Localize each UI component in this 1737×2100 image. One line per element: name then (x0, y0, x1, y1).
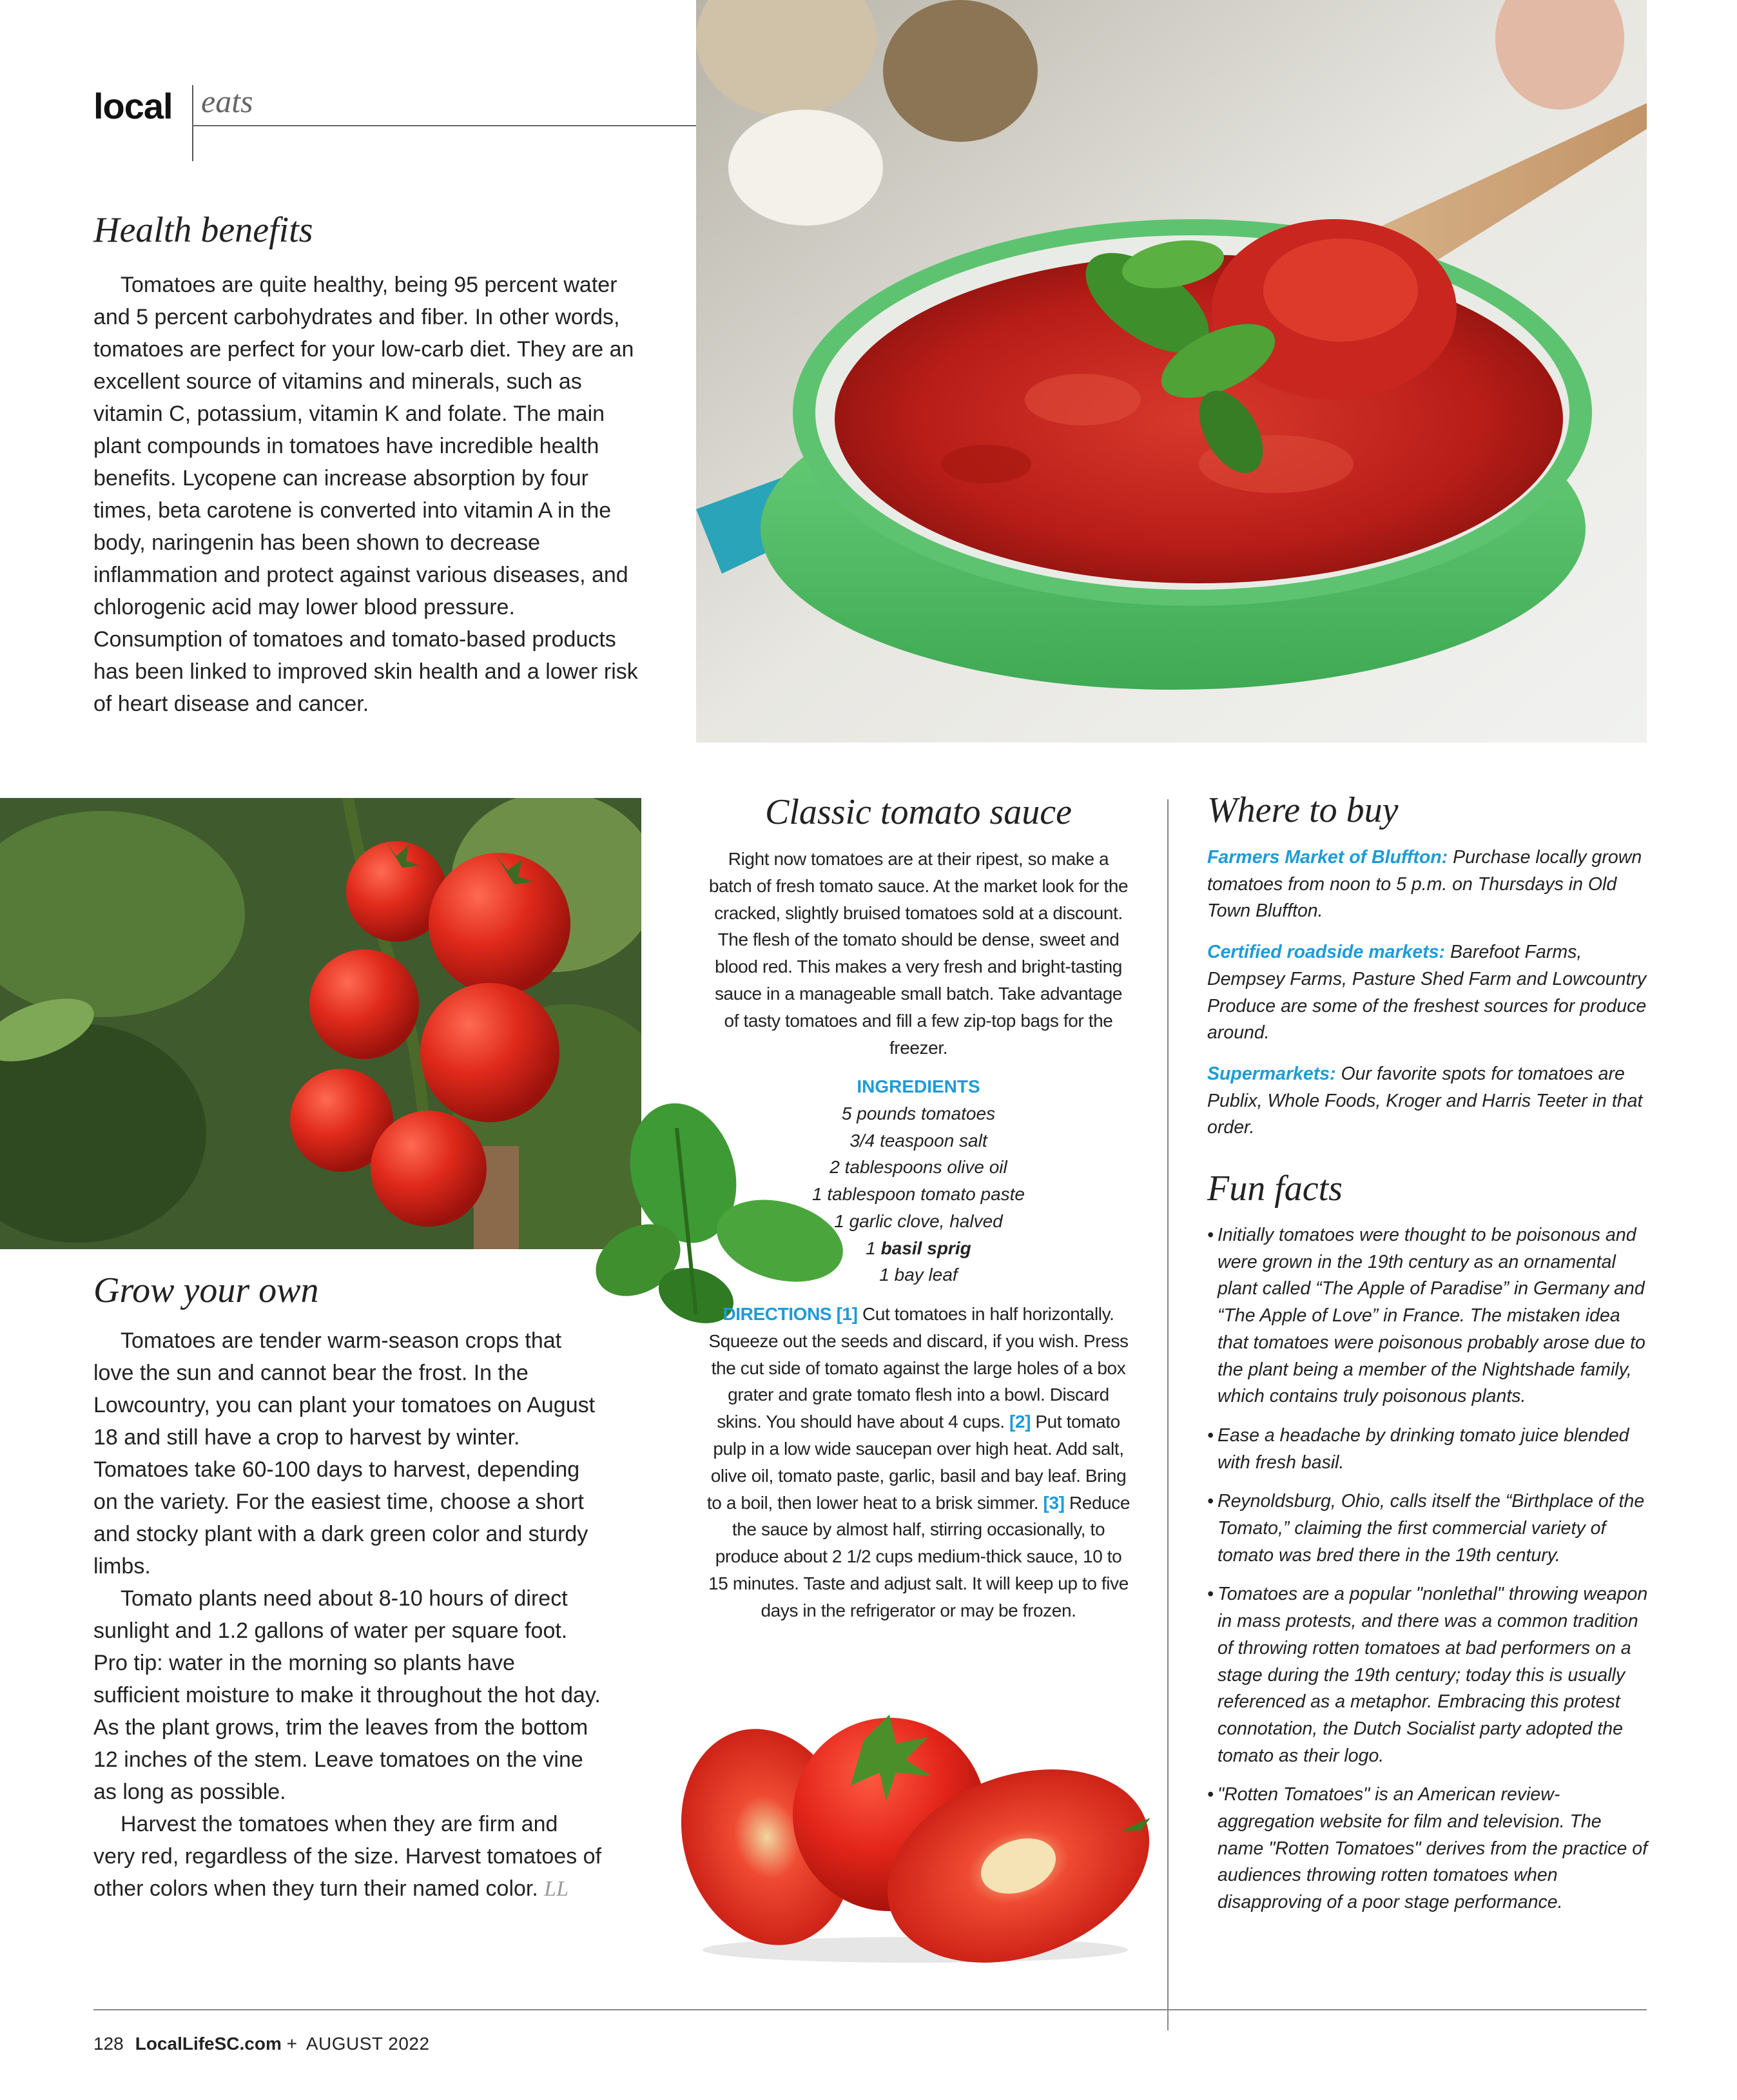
buy-item-farmers-market: Farmers Market of Bluffton: Purchase locally grown tomatoes from noon to 5 p.m. on Thursdays in Old Town Bluffton. (1207, 847, 1642, 922)
grow-title: Grow your own (93, 1270, 319, 1310)
brand-divider (192, 85, 193, 161)
step-1-number: [1] (836, 1304, 858, 1324)
ingredient-bay-leaf: 1 bay leaf (879, 1265, 958, 1285)
ingredient-item: 3/4 teaspoon salt (849, 1130, 987, 1151)
footer-rule (93, 2009, 1647, 2010)
vine-tomatoes-photo (0, 798, 641, 1249)
buy-item-supermarkets: Supermarkets: Our favorite spots for tomatoes are Publix, Whole Foods, Kroger and Harris Teeter in that order. (1207, 1063, 1643, 1138)
sauce-pan-photo (696, 0, 1647, 743)
grow-paragraph-2: Tomato plants need about 8-10 hours of direct sunlight and 1.2 gallons of water per square foot. Pro tip: water in the morning so plants have sufficient moisture to make it throughout the hot day. As the plant grows, trim the leaves from the bottom 12 inches of the stem. Leave tomatoes on the vine as long as possible. (93, 1586, 601, 1804)
health-title: Health benefits (93, 210, 313, 250)
fact-item: • Initially tomatoes were thought to be poisonous and were grown in the 19th century as an ornamental plant called “The Apple of Paradise” in Germany and “The Apple of Love” in France. The mistaken idea that tomatoes were poisonous probably arose due to the plant being a member of the Nightshade family, which contains truly poisonous plants. (1207, 1225, 1645, 1407)
halved-tomatoes-photo (670, 1695, 1160, 1966)
facts-list (1207, 1222, 1652, 1929)
issue-date: AUGUST 2022 (306, 2034, 430, 2054)
brand-logo: local (93, 86, 173, 126)
grow-paragraph-1: Tomatoes are tender warm-season crops that love the sun and cannot bear the frost. In the Lowcountry, you can plant your tomatoes on August 18 and still have a crop to harvest by winter. Tomatoes take 60-100 days to harvest, depending on the variety. For the easiest time, choose a short and stocky plant with a dark green color and sturdy limbs. (93, 1328, 596, 1579)
buy-item-roadside-markets: Certified roadside markets: Barefoot Farms, Dempsey Farms, Pasture Shed Farm and Lowcountry Produce are some of the freshest sources for produce around. (1207, 942, 1647, 1044)
ingredients-label: INGREDIENTS (857, 1076, 980, 1096)
header-rule (192, 125, 697, 126)
page-number: 128 (93, 2034, 124, 2054)
recipe-title: Classic tomato sauce (765, 792, 1072, 832)
grow-paragraph-3: Harvest the tomatoes when they are firm and very red, regardless of the size. Harvest tomatoes of other colors when they turn their named color. LL (93, 1812, 602, 1901)
fact-item: • Tomatoes are a popular "nonlethal" throwing weapon in mass protests, and there was a common tradition of throwing rotten tomatoes at bad performers on a stage during the 19th century; today this is usually referenced as a metaphor. Embracing this protest connotation, the Dutch Socialist party adopted the tomato as their logo. (1207, 1584, 1648, 1766)
recipe-intro: Right now tomatoes are at their ripest, so make a batch of fresh tomato sauce. At the market look for the cracked, slightly bruised tomatoes sold at a discount. The flesh of the tomato should be dense, sweet and blood red. This makes a very fresh and bright-tasting sauce in a manageable small batch. Take advantage of tasty tomatoes and fill a few zip-top bags for the freezer. (708, 849, 1129, 1058)
directions-label: DIRECTIONS (723, 1304, 832, 1324)
ingredients-block (703, 1073, 1134, 1288)
buy-title: Where to buy (1207, 790, 1399, 830)
health-body: Tomatoes are quite healthy, being 95 percent water and 5 percent carbohydrates and fiber. In other words, tomatoes are perfect for your low-carb diet. They are an excellent source of vitamins and minerals, such as vitamin C, potassium, vitamin K and folate. The main plant compounds in tomatoes have incredible health benefits. Lycopene can increase absorption by four times, beta carotene is converted into vitamin A in the body, naringenin has been shown to decrease inflammation and protect against various diseases, and chlorogenic acid may lower blood pressure. Consumption of tomatoes and tomato-based products has been linked to improved skin health and a lower risk of heart disease and cancer. (93, 273, 638, 716)
fact-item: • Reynoldsburg, Ohio, calls itself the “Birthplace of the Tomato,” claiming the first commercial variety of tomato was bred there in the 19th century. (1207, 1491, 1645, 1566)
ingredient-basil: 1 basil sprig (866, 1238, 971, 1258)
footer (93, 2034, 430, 2054)
step-2-text: Put tomato pulp in a low wide saucepan over high heat. Add salt, olive oil, tomato paste, garlic, basil and bay leaf. Bring to a boil, then lower heat to a brisk simmer. (706, 1412, 1127, 1513)
step-3-number: [3] (1043, 1492, 1065, 1513)
ingredient-item: 1 tablespoon tomato paste (811, 1184, 1025, 1205)
section-name: eats (201, 83, 253, 119)
footer-site-link[interactable]: LocalLifeSC.com (135, 2034, 282, 2054)
facts-title: Fun facts (1207, 1169, 1343, 1209)
step-2-number: [2] (1009, 1412, 1031, 1432)
grow-body (93, 1325, 603, 1905)
signoff-mark: LL (544, 1877, 569, 1901)
ingredient-item: 1 garlic clove, halved (834, 1210, 1003, 1231)
ingredients-list (703, 1100, 1134, 1235)
ingredient-item: 5 pounds tomatoes (841, 1103, 996, 1123)
step-3-text: Reduce the sauce by almost half, stirring occasionally, to produce about 2 1/2 cups medium-thick sauce, 10 to 15 minutes. Taste and adjust salt. It will keep up to five days in the refrigerator or may be frozen. (708, 1492, 1131, 1620)
buy-list (1207, 844, 1652, 1156)
column-divider (1167, 799, 1169, 2030)
fact-item: • "Rotten Tomatoes" is an American review-aggregation website for film and television. The name "Rotten Tomatoes" derives from the practice of audiences throwing rotten tomatoes when disapproving of a poor stage performance. (1207, 1784, 1648, 1913)
directions (706, 1301, 1131, 1624)
ingredient-item: 2 tablespoons olive oil (830, 1157, 1007, 1178)
footer-separator: + (286, 2034, 298, 2054)
fact-item: • Ease a headache by drinking tomato juice blended with fresh basil. (1207, 1424, 1629, 1473)
step-1-text: Cut tomatoes in half horizontally. Squeeze out the seeds and discard, if you wish. Press the cut side of tomato against the large holes of a box grater and grate tomato flesh into a bowl. Discard skins. You should have about 4 cups. (708, 1304, 1129, 1432)
